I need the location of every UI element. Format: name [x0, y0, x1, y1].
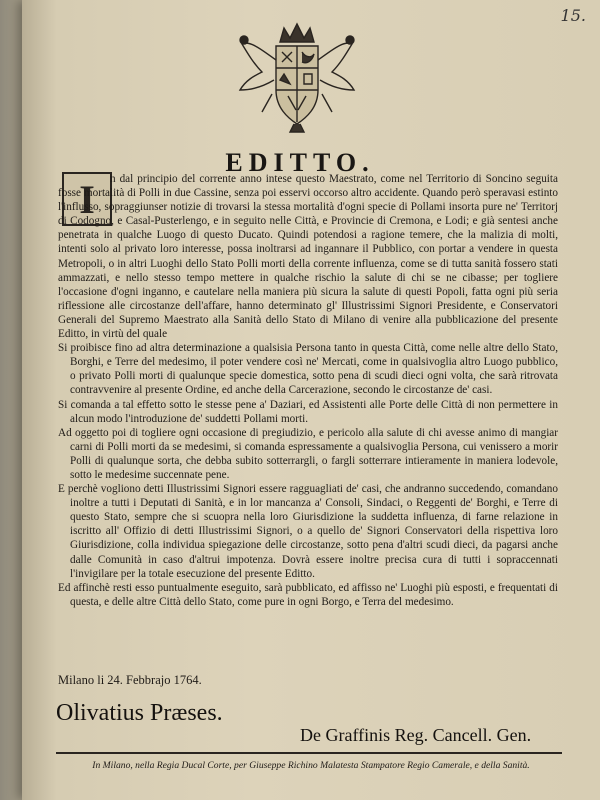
- adjacent-page-edge: [0, 0, 22, 800]
- paragraph-preamble: n dal principio del corrente anno intese questo Maestrato, come nel Territorio di Soncino seguita fosse mortalità di Polli in due Cassine, senza poi esservi occorso altro accidente. Quando però speravasi estinto l'influsso, sopraggiunser notizie di trovarsi la stessa mortalità d'ogni specie di Pollami insorta pure ne' Territorj di Codogno, e Casal-Pusterlengo, e in seguito nelle Città, e Provincie di Cremona, e Lodi; e già sentesi anche penetrata in qualche Luogo di questo Ducato. Quindi potendosi a ragione temere, che la malizia di molti, intenti solo al privato loro interesse, possa inoltrarsi ad ingannare il Pubblico, con portar a vendere in questa Metropoli, o in altri Luoghi dello Stato Polli morti della corrente influenza, come se di tutta sanità fossero stati ammazzati, e nello stesso tempo mettere in qualche rischio la salute di chi se ne cibasse; per togliere l'occasione d'ogni inganno, e cautelare nella maniera più sicura la salute di questi Popoli, fatta ogni più seria riflessione alle circostanze dell'affare, hanno determinato gl' Illustrissimi Signori Presidente, e Conservatori Generali del Supremo Maestrato alla Sanità dello Stato di Milano di venire alla pubblicazione del presente Editto, in virtù del quale: [58, 173, 558, 341]
- printer-imprint: In Milano, nella Regia Ducal Corte, per Giuseppe Richino Malatesta Stampatore Regio Camerale, e della Sanità.: [92, 760, 530, 771]
- folio-number: 15.: [560, 6, 586, 25]
- dateline: Milano li 24. Febbrajo 1764.: [58, 673, 202, 687]
- edict-body: [58, 172, 558, 609]
- decorated-initial: I: [62, 172, 112, 226]
- edict-title: EDITTO.: [225, 148, 375, 177]
- paragraph-reporting: E perchè vogliono detti Illustrissimi Signori essere ragguagliati de' casi, che andranno succedendo, comandano inoltre a tutti i Deputati di Sanità, e in lor mancanza a' Consoli, Sindaci, o Reggenti de' Borghi, e Terre di questo Stato, sempre che si scuopra nella loro Giurisdizione la suddetta influenza, di farne relazione in iscritto all' Offizio di detti Illustrissimi Signori, o a quello de' Signori Conservatori della rispettiva loro Giurisdizione, colla individua spiegazione delle circostanze, sotto pena d'altri scudi dieci, da pagarsi anche dalle Comunità in caso d'altrui impotenza. Dovrà essere inoltre precisa cura di tutti i sopraccennati l'invigilare per la totale esecuzione del presente Editto.: [58, 483, 558, 580]
- paragraph-publication: Ed affinchè resti esso puntualmente eseguito, sarà pubblicato, ed affisso ne' Luoghi più esposti, e frequentati di questa, e delle altre Città dello Stato, come pure in ogni Borgo, e Terra del medesimo.: [58, 581, 558, 608]
- paragraph-prohibition: Si proibisce fino ad altra determinazione a qualsisia Persona tanto in questa Città, come nelle altre dello Stato, Borghi, e Terre del medesimo, il poter vendere così ne' Mercati, come in qualsivoglia altro Luogo pubblico, o privato Polli morti di qualunque specie domestica, sotto pena di scudi dieci ogni volta, che sarà ritrovata contravvenire al presente Ordine, ed anche della Carcerazione, secondo le circostanze de' casi.: [58, 342, 558, 397]
- signature-president: Olivatius Præses.: [56, 700, 223, 726]
- paragraph-burial: Ad oggetto poi di togliere ogni occasione di pregiudizio, e pericolo alla salute di chi avesse animo di mangiar carni di Polli morti da se medesimi, si comanda espressamente a qualsivoglia Persona, cui venissero a morir Polli di qualunque sorta, che debba subito sotterrargli, o fargli sotterrare intieramente in maniera lodevole, sotto le medesime succennate pene.: [58, 426, 558, 481]
- signature-chancellor: De Graffinis Reg. Cancell. Gen.: [300, 725, 532, 745]
- coat-of-arms-icon: [232, 20, 362, 135]
- divider-rule: [56, 752, 562, 754]
- paragraph-customs: Si comanda a tal effetto sotto le stesse pene a' Daziari, ed Assistenti alle Porte delle Città di non permettere in alcun modo l'introduzione de' suddetti Pollami morti.: [58, 398, 558, 425]
